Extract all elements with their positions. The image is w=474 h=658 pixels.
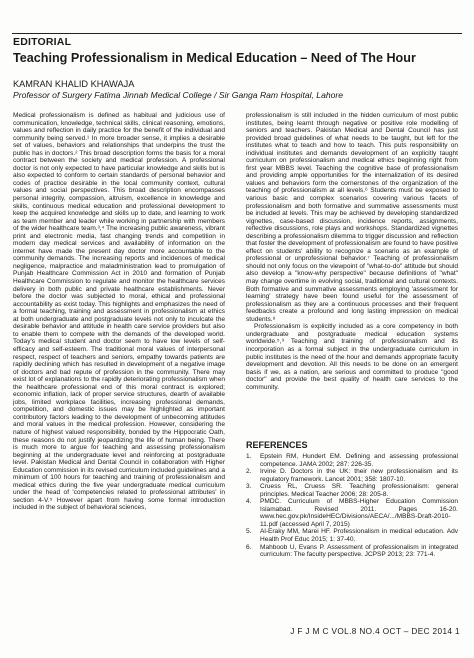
reference-item: 5. Al-Eraky MM, Marei HF. Professionalism in medical education. Adv Health Prof Educ 2015; 1: 37-40. [246, 528, 458, 544]
body-paragraph: Medical professionalism is defined as habitual and judicious use of communication, knowledge, technical skills, clinical reasoning, emotions, values and reflection in daily practice for the benefit of the individual and community being served.¹ In more broader sense, it implies a desirable set of values, behaviors and relationships that underpins the trust the public has in doctors.² This broad description forms the basis for a moral contract between the society and medical profession. A professional doctor is not only expected to have particular knowledge and skills but is also expected to conform to certain standards of personal behavior and codes of practice desirable in the local community context, cultural values and social perspectives. This broad description encompasses personal integrity, compassion, altruism, excellence in knowledge and skills, continuous medical education and professional development to keep the acquired knowledge and skills up to date, and learning to work as team member and leader while working in partnership with members of the wider healthcare team.³,⁴ The increasing public awareness, vibrant print and electronic media, fast changing trends and competition in modern day medical services and availability of information on the internet have made the present day doctor more accountable to the community demands. The increasing reports and incidences of medical negligence, malpractice and maladministration lead to promulgation of Punjab Healthcare Commission Act in 2010 and formation of Punjab Healthcare Commission to regulate and monitor the healthcare services delivery in both public and private healthcare establishments. Never before the doctor was subjected to moral, ethical and professional accountability as exist today. This highlights and emphasizes the need of a formal teaching, training and assessment in professionalism at ethics at both undergraduate and postgraduate levels not only to inculcate the desirable behavior and attitude in health care service providers but also to enable them to compete with the demands of the developed world. Today's medical student and doctor seem to have low levels of self-efficacy and self-esteem. The traditional moral values of interpersonal respect, respect of teachers and seniors, empathy towards patients are rapidly declining which has resulted in development of a negative image of doctors and bad repute of profession in the community. There may exist lot of explanations to the rapidly deteriorating professionalism when the healthcare professional end of this moral contract is explored; economic inflation, lack of proper service structures, dearth of available jobs, limited workplace facilities, increasing professional demands, competition, and domestic issues may be highlighted as important contributory factors leading to the development of unbecoming attitudes and moral values in the medical profession. However, considering the nature of highest valued responsibility, bonded by the Hippocratic Oath, these reasons do not justify jeopardizing the life of human being. There is much more to argue for teaching and assessing professionalism beginning at the undergraduate level and reinforcing at postgraduate level. Pakistan Medical and Dental Council in collaboration with Higher Education commission in its revised curriculum included guidelines and a minimum of 100 hours for teaching and training of professionalism and medical ethics during the five year undergraduate medical curriculum under the head of 'competencies related to professional attributes' in section 4-V.⁵ However apart from having some formal introduction included in the subject of behavioral sciences, [13, 112, 225, 512]
author-name: KAMRAN KHALID KHAWAJA [13, 79, 135, 89]
body-paragraph: Professionalism is explicitly included as a core competency in both undergraduate and postgraduate medical education systems worldwide.⁵,⁹ Teaching and training of professionalism and its incorporation as a formal subject in the undergraduate curriculum in public institutes is the need of the hour and demands appropriate faculty development and devotion. All this needs to be done on an emergent basis if we, as a nation, are serious and committed to produce "good doctor" and provide the best quality of health care services to the community. [246, 323, 458, 391]
reference-item: 2. Irvine D. Doctors in the UK: their new professionalism and its regulatory framework. Lancet 2001; 358: 1807-10. [246, 468, 458, 483]
section-label: EDITORIAL [13, 36, 72, 48]
author-affiliation: Professor of Surgery Fatima Jinnah Medical College / Sir Ganga Ram Hospital, Lahore [13, 90, 344, 100]
body-column-left [13, 112, 225, 595]
reference-item: 6. Mahboob U, Evans P. Assessment of professionalism in integrated curriculum: The faculty perspective. JCPSP 2013; 23: 771-4. [246, 543, 458, 559]
article-title: Teaching Professionalism in Medical Education – Need of The Hour [13, 51, 416, 65]
journal-footer: J F J M C VOL.8 NO.4 OCT – DEC 2014 1 [290, 627, 460, 636]
reference-item: 4. PMDC. Curriculum of MBBS-Higher Education Commission Islamabad. Revised 2011. Pages 16-20. www.hec.gov.pk/InsideHEC/Divisions/AECA/.../MBBS-Draft-2010-11.pdf (accessed April 7, 2015) [246, 498, 458, 528]
body-paragraph: professionalism is still included in the hidden curriculum of most public institutes, being learnt through negative or positive role modelling of seniors and teachers. Pakistan Medical and Dental Council has just provided broad guidelines of what needs to be taught, but left for the institutes what to teach and how to teach. This puts responsibility on individual institutes and demands development of an explicitly taught curriculum on professionalism and medical ethics beginning right from first year MBBS level. Teaching the cognitive base of professionalism and providing ample opportunities for the internalization of its desired values and behaviors form the cornerstones of the organization of the teaching of professionalism at all levels.⁶ Students must be exposed to various basic and complex scenarios covering various facets of professionalism and both formative and summative assessments must be included at levels. This may be achieved by developing standardized vignettes, case-based discussion, incidence reports, assignments, reflective discussions, role plays and workshops. Standardized vignettes describing a professionalism dilemma to trigger discussion and reflection that foster the development of professionalism are found to have positive effect on students' ability to recognize a scenario as an example of professional or unprofessional behavior.⁷ Teaching of professionalism should not only focus on the viewpoint of "what-to-do" attitude but should also develop a "know-why perspective" because definitions of "what" may change overtime in evolving social, traditional and cultural contexts. Both formative and summative assessments employing 'assessment for learning' strategy have been found useful for the assessment of professionalism as they are a continuous processes and their frequent feedbacks create a profound and long lasting impression on medical students.⁸ [246, 112, 458, 323]
references-heading: REFERENCES [246, 440, 308, 450]
reference-item: 1. Epstein RM, Hundert EM. Defining and assessing professional competence. JAMA 2002; 287: 226-35. [246, 453, 458, 468]
reference-item: 3. Cruess RL, Cruess SR. Teaching professionalism: general principles. Medical Teacher 2006; 28: 205-8. [246, 483, 458, 498]
references-list [246, 453, 458, 559]
body-column-right [246, 112, 458, 443]
header-rule [12, 33, 462, 34]
